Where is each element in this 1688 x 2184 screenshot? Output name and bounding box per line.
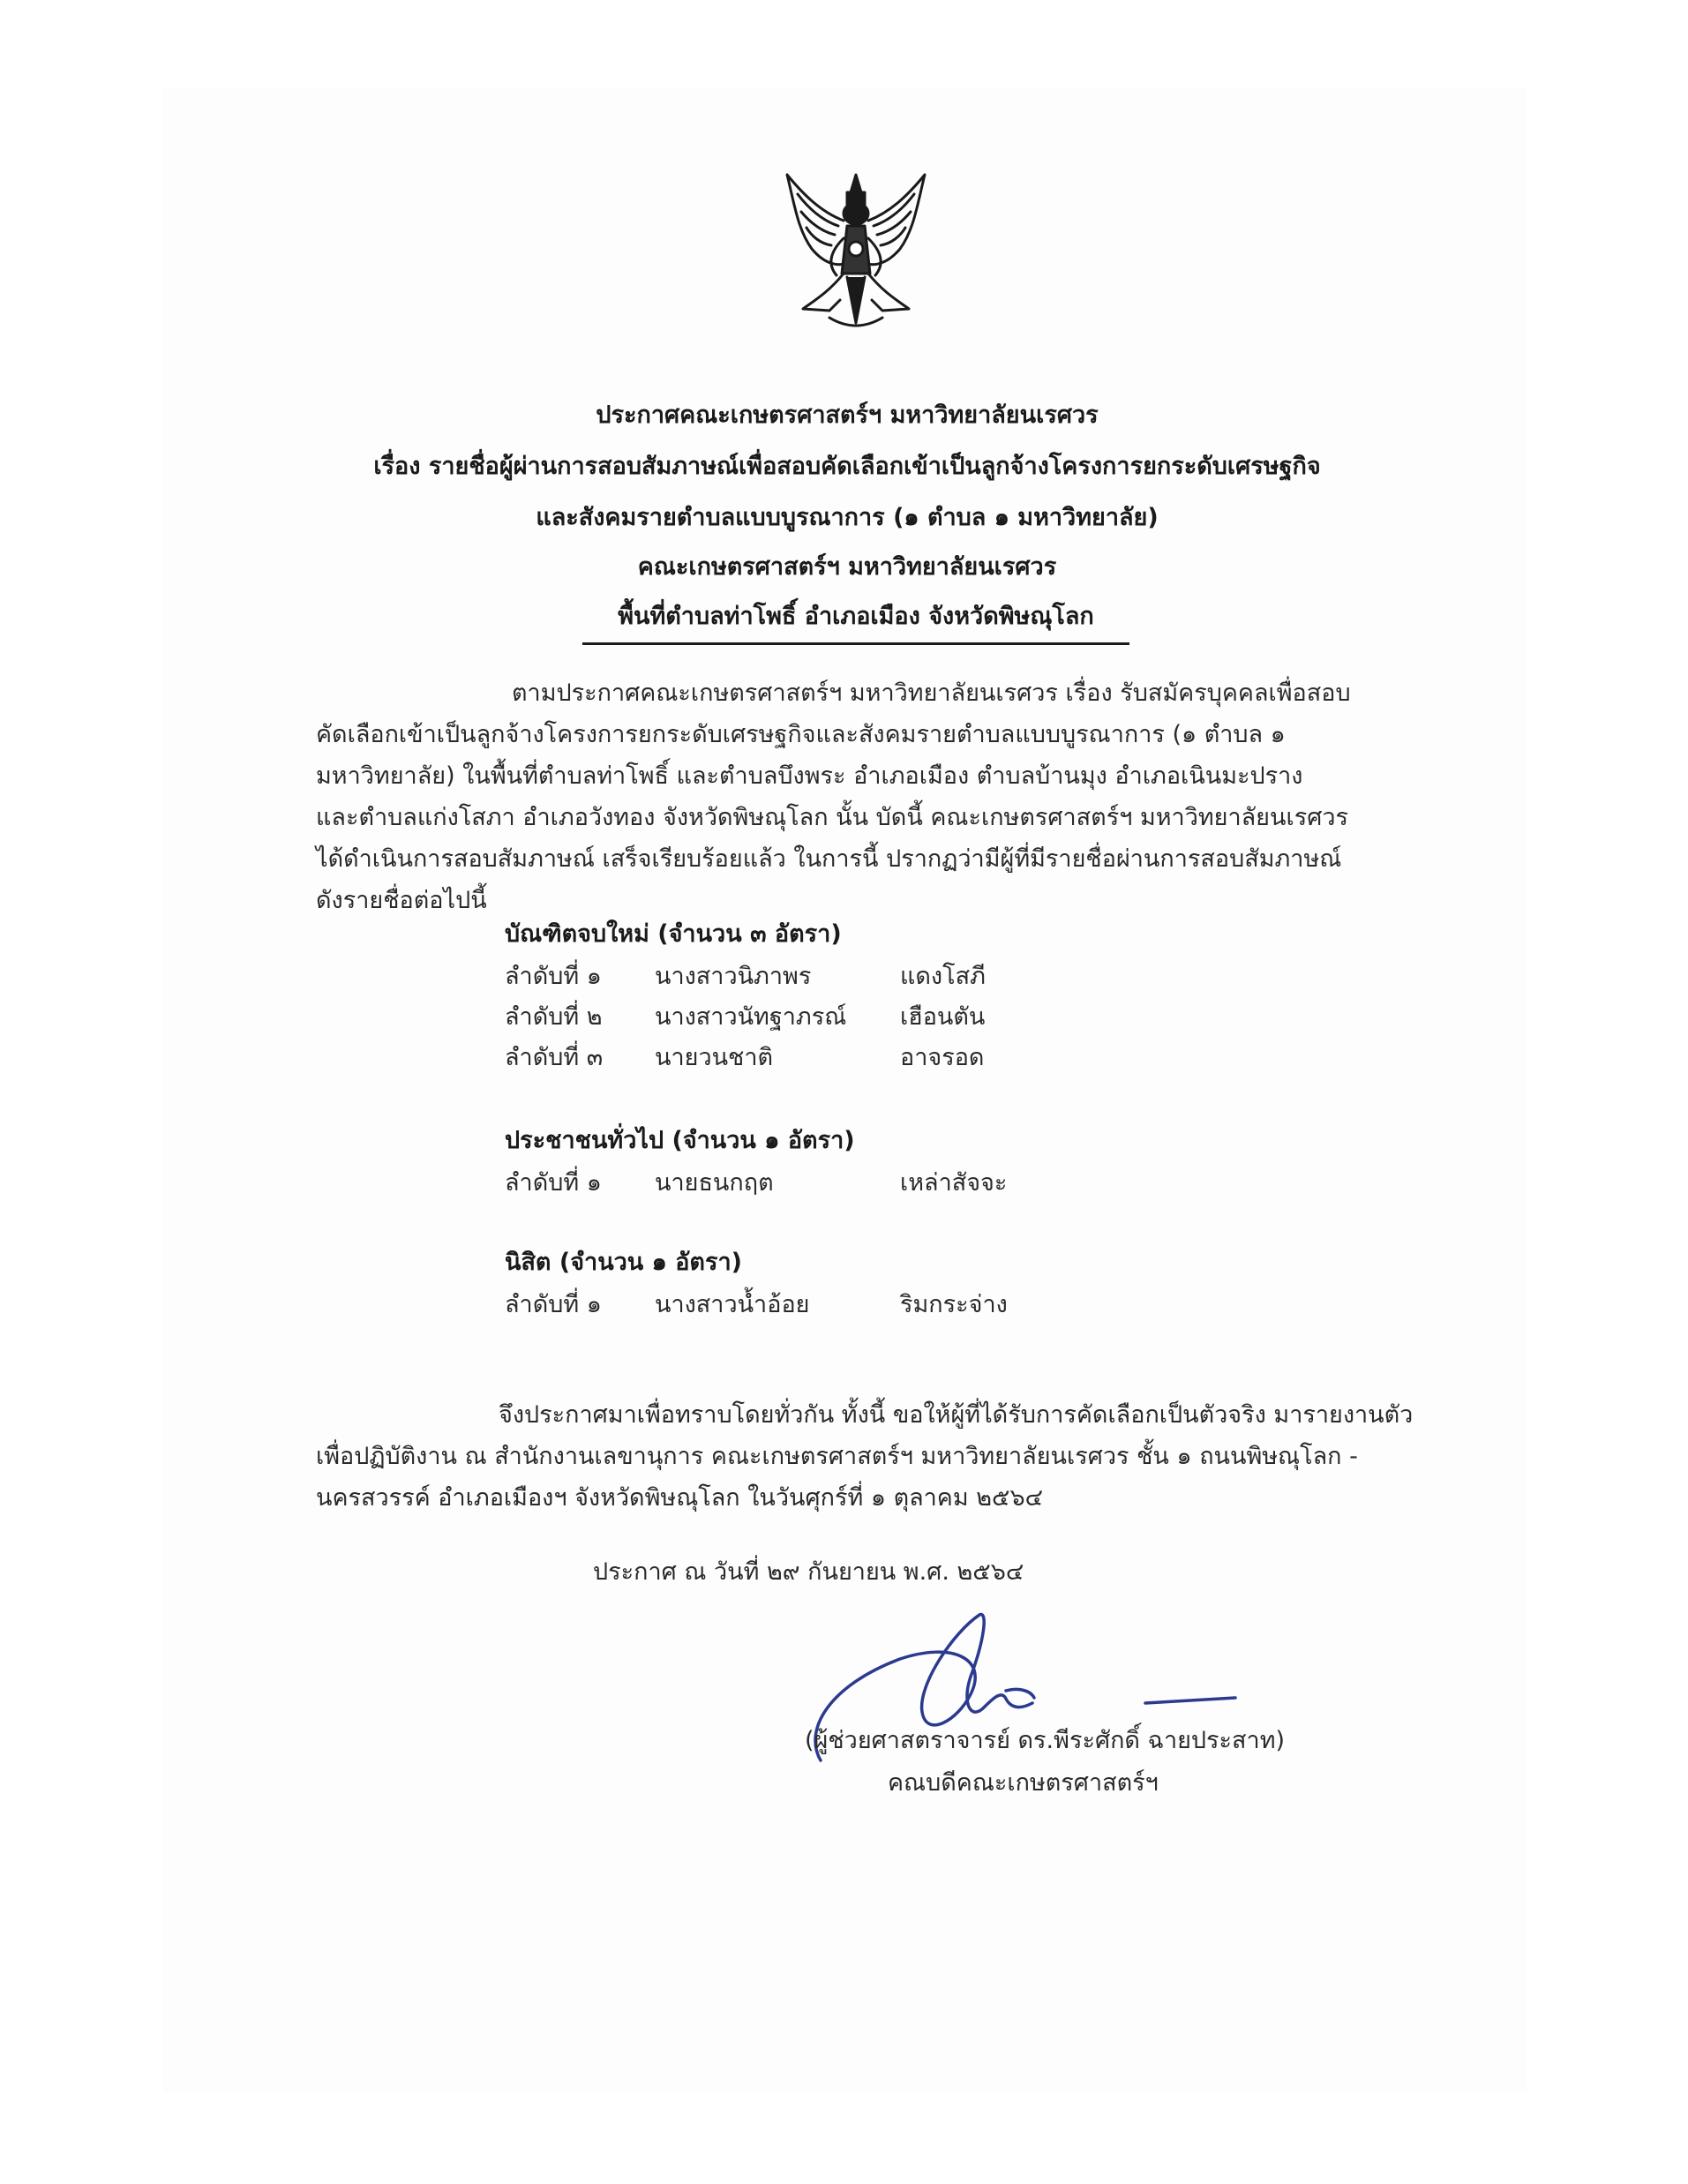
document-sheet: [163, 88, 1527, 2091]
last-name: อาจรอด: [900, 1044, 985, 1071]
faculty-line: คณะเกษตรศาสตร์ฯ มหาวิทยาลัยนเรศวร: [637, 553, 1057, 581]
intro-line-3: มหาวิทยาลัย) ในพื้นที่ตำบลท่าโพธิ์ และตำบลบึงพระ อำเภอเมือง ตำบลบ้านมุง อำเภอเนินมะปราง: [316, 762, 1303, 790]
first-name: นายธนกฤต: [655, 1169, 774, 1197]
rank: ลำดับที่ ๑: [505, 1291, 602, 1318]
closing-line-2: เพื่อปฏิบัติงาน ณ สำนักงานเลขานุการ คณะเกษตรศาสตร์ฯ มหาวิทยาลัยนเรศวร ชั้น ๑ ถนนพิษณุโลก -: [316, 1443, 1358, 1470]
first-name: นางสาวนิภาพร: [655, 963, 812, 990]
closing-line-1: จึงประกาศมาเพื่อทราบโดยทั่วกัน ทั้งนี้ ขอให้ผู้ที่ได้รับการคัดเลือกเป็นตัวจริง มารายงานตัว: [499, 1401, 1414, 1429]
subject-line-2: และสังคมรายตำบลแบบบูรณาการ (๑ ตำบล ๑ มหาวิทยาลัย): [536, 504, 1159, 531]
intro-line-5: ได้ดำเนินการสอบสัมภาษณ์ เสร็จเรียบร้อยแล้ว ในการนี้ ปรากฏว่ามีผู้ที่มีรายชื่อผ่านการสอบสัมภาษณ์: [316, 845, 1342, 873]
rank: ลำดับที่ ๑: [505, 963, 602, 990]
group-title-new-graduates: บัณฑิตจบใหม่ (จำนวน ๓ อัตรา): [505, 920, 842, 948]
group-title-general-public: ประชาชนทั่วไป (จำนวน ๑ อัตรา): [505, 1127, 855, 1154]
group-title-students: นิสิต (จำนวน ๑ อัตรา): [505, 1249, 742, 1276]
area-line: พื้นที่ตำบลท่าโพธิ์ อำเภอเมือง จังหวัดพิษณุโลก: [582, 600, 1129, 645]
last-name: ริมกระจ่าง: [900, 1291, 1008, 1318]
last-name: เหล่าสัจจะ: [900, 1169, 1008, 1197]
first-name: นางสาวน้ำอ้อย: [655, 1291, 810, 1318]
announcement-title: ประกาศคณะเกษตรศาสตร์ฯ มหาวิทยาลัยนเรศวร: [596, 402, 1099, 429]
intro-line-1: ตามประกาศคณะเกษตรศาสตร์ฯ มหาวิทยาลัยนเรศวร เรื่อง รับสมัครบุคคลเพื่อสอบ: [512, 679, 1351, 707]
announcement-date: ประกาศ ณ วันที่ ๒๙ กันยายน พ.ศ. ๒๕๖๔: [593, 1558, 1024, 1586]
subject-line: เรื่อง รายชื่อผู้ผ่านการสอบสัมภาษณ์เพื่อสอบคัดเลือกเข้าเป็นลูกจ้างโครงการยกระดับเศรษฐกิจ: [373, 453, 1321, 480]
signatory-name: (ผู้ช่วยศาสตราจารย์ ดร.พีระศักดิ์ ฉายประสาท): [805, 1727, 1286, 1754]
first-name: นางสาวนัทฐาภรณ์: [655, 1003, 847, 1031]
rank: ลำดับที่ ๒: [505, 1003, 603, 1031]
closing-line-3: นครสวรรค์ อำเภอเมืองฯ จังหวัดพิษณุโลก ในวันศุกร์ที่ ๑ ตุลาคม ๒๕๖๔: [316, 1484, 1044, 1512]
last-name: เฮือนตัน: [900, 1003, 986, 1031]
rank: ลำดับที่ ๑: [505, 1169, 602, 1197]
intro-line-6: ดังรายชื่อต่อไปนี้: [316, 887, 487, 914]
garuda-emblem-icon: [776, 168, 935, 335]
intro-line-4: และตำบลแก่งโสภา อำเภอวังทอง จังหวัดพิษณุโลก นั้น บัดนี้ คณะเกษตรศาสตร์ฯ มหาวิทยาลัยนเรศวร: [316, 804, 1348, 831]
first-name: นายวนชาติ: [655, 1044, 774, 1071]
intro-line-2: คัดเลือกเข้าเป็นลูกจ้างโครงการยกระดับเศรษฐกิจและสังคมรายตำบลแบบบูรณาการ (๑ ตำบล ๑: [316, 721, 1286, 748]
signatory-title: คณบดีคณะเกษตรศาสตร์ฯ: [888, 1769, 1159, 1797]
rank: ลำดับที่ ๓: [505, 1044, 604, 1071]
last-name: แดงโสภี: [900, 963, 986, 990]
